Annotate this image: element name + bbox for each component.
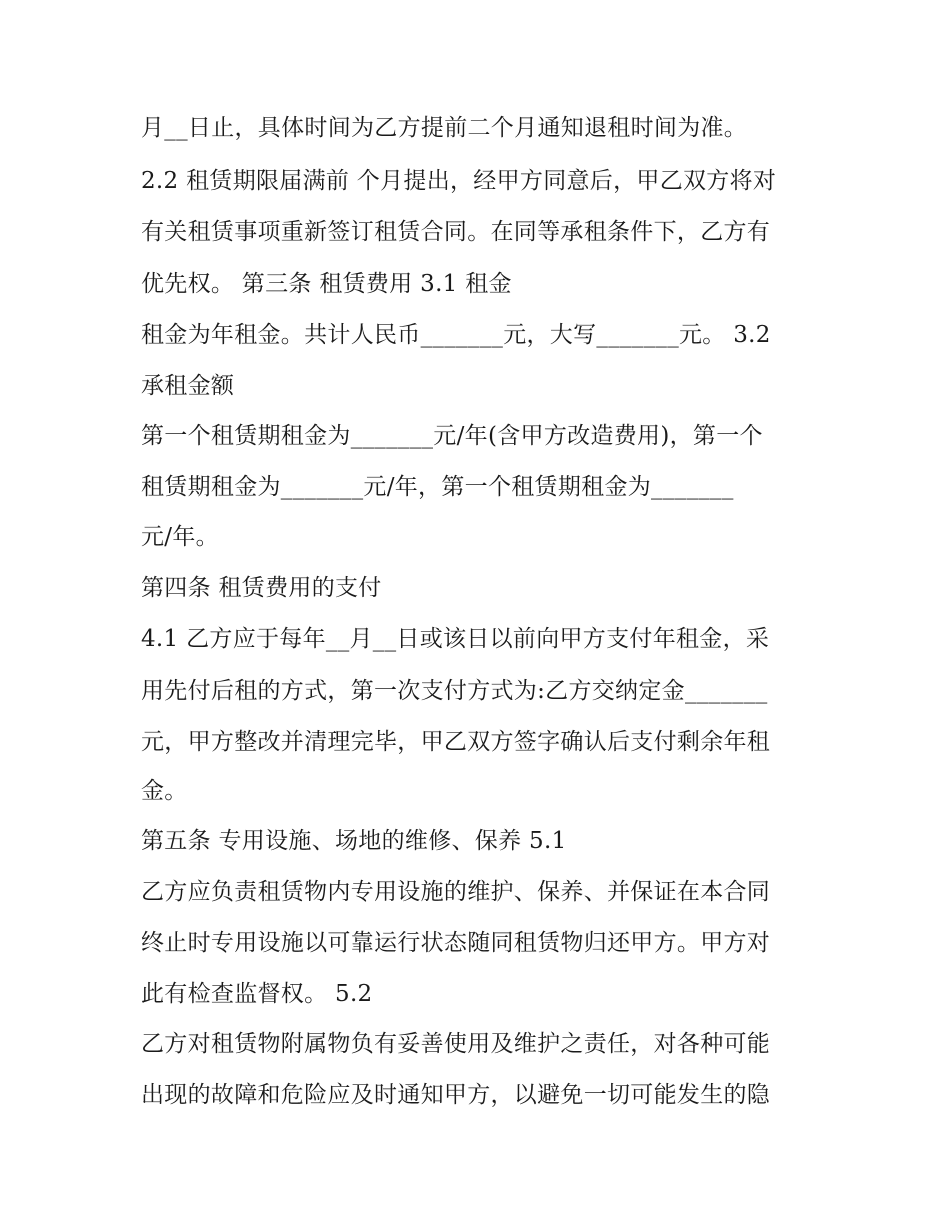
text-line: 有关租赁事项重新签订租赁合同。在同等承租条件下，乙方有 <box>141 219 771 245</box>
text-line: 用先付后租的方式，第一次支付方式为:乙方交纳定金_______ <box>141 678 768 704</box>
text-line: 终止时专用设施以可靠运行状态随同租赁物归还甲方。甲方对 <box>141 930 771 956</box>
text-line: 第一个租赁期租金为_______元/年(含甲方改造费用)，第一个 <box>141 423 763 449</box>
text-line: 金。 <box>141 778 188 804</box>
section-heading: 第四条 租赁费用的支付 <box>141 575 382 601</box>
text-line: 承租金额 <box>141 373 235 399</box>
text-line: 乙方应负责租赁物内专用设施的维护、保养、并保证在本合同 <box>141 879 771 905</box>
text-line: 出现的故障和危险应及时通知甲方，以避免一切可能发生的隐 <box>141 1082 771 1108</box>
text-line: 元/年。 <box>141 524 219 550</box>
text-line: 元，甲方整改并清理完毕，甲乙双方签字确认后支付剩余年租 <box>141 729 771 755</box>
text-line: 优先权。 第三条 租赁费用 3.1 租金 <box>141 271 512 297</box>
text-line: 此有检查监督权。 5.2 <box>141 981 373 1007</box>
text-line: 租金为年租金。共计人民币_______元，大写_______元。 3.2 <box>141 322 771 348</box>
text-line: 4.1 乙方应于每年__月__日或该日以前向甲方支付年租金，采 <box>141 626 770 652</box>
text-line: 租赁期租金为_______元/年，第一个租赁期租金为_______ <box>141 474 734 500</box>
text-line: 月__日止，具体时间为乙方提前二个月通知退租时间为准。 <box>141 115 748 141</box>
text-line: 乙方对租赁物附属物负有妥善使用及维护之责任，对各种可能 <box>141 1031 771 1057</box>
section-heading: 第五条 专用设施、场地的维修、保养 5.1 <box>141 828 567 854</box>
text-line: 2.2 租赁期限届满前 个月提出，经甲方同意后，甲乙双方将对 <box>141 168 777 194</box>
